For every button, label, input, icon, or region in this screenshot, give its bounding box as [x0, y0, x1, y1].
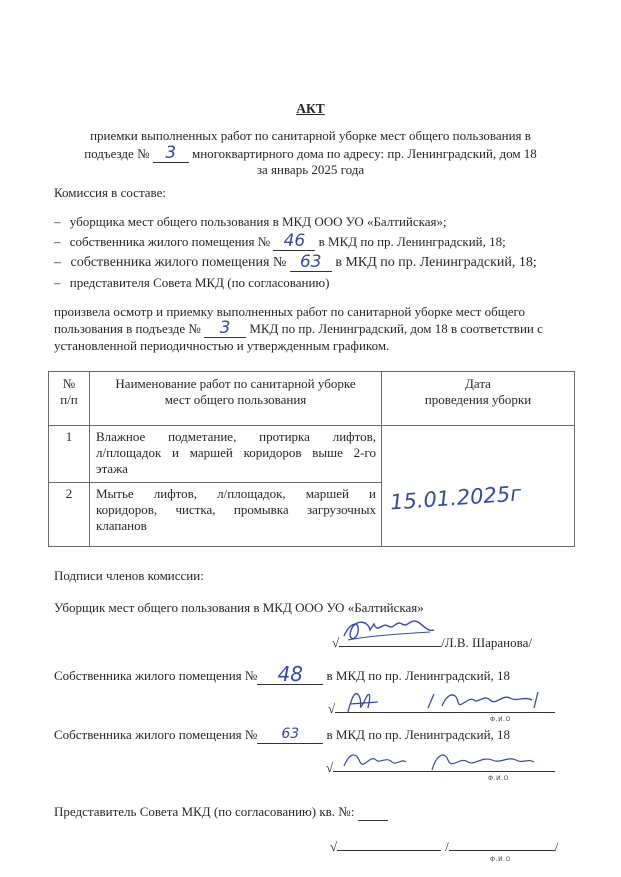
subtitle-address: многоквартирного дома по адресу: пр. Ленинградский, дом 18	[191, 146, 537, 161]
commission-member-4	[54, 275, 329, 291]
row-1-line-2: л/площадок и маршей коридоров выше 2-го	[96, 445, 376, 460]
owner-2-apartment-handwritten: 63	[281, 726, 300, 742]
date-handwritten: 15.01.2025г	[389, 481, 522, 515]
representative-signature-field	[337, 836, 441, 851]
representative-row	[54, 804, 388, 821]
works-table	[48, 371, 575, 547]
owner-1-address: в МКД по пр. Ленинградский, 18	[326, 668, 511, 683]
header-work-name	[90, 372, 382, 426]
row-num: 2	[49, 483, 90, 547]
subtitle-period: за январь 2025 года	[256, 162, 365, 177]
header-date	[382, 372, 575, 426]
document-title: АКТ	[296, 101, 325, 116]
list-dash: –	[54, 234, 61, 249]
row-work-text	[90, 426, 382, 483]
cleaner-signature-image	[338, 614, 438, 648]
subtitle-entrance-label: подъезде №	[84, 146, 150, 161]
owner-2-address: в МКД по пр. Ленинградский, 18	[326, 727, 511, 742]
list-dash: –	[54, 255, 61, 270]
header-date-line-1: Дата	[465, 376, 491, 391]
table-row	[49, 426, 575, 483]
owner-1-signature-image	[338, 682, 558, 718]
row-2-line-2: коридоров, чистка, промывка загрузочных	[96, 502, 376, 517]
member-1-text: уборщика мест общего пользования в МКД ООО УО «Балтийская»;	[69, 214, 447, 229]
header-num	[49, 372, 90, 426]
list-dash: –	[54, 275, 61, 290]
row-2-line-1: Мытье лифтов, л/площадок, маршей и	[96, 486, 376, 501]
owner-2-fio-label: Ф.И.О	[488, 775, 509, 782]
check-mark: √	[332, 635, 340, 650]
check-mark: √	[328, 701, 336, 716]
intro-entrance-handwritten: 3	[219, 318, 231, 338]
check-mark: √	[326, 760, 334, 775]
member-2-apartment-handwritten: 46	[283, 231, 306, 251]
member-3-label: собственника жилого помещения №	[70, 255, 287, 270]
owner-2-apartment-field	[257, 727, 323, 744]
row-1-line-1: Влажное подметание, протирка лифтов,	[96, 429, 376, 444]
check-mark: √	[330, 839, 338, 854]
member-3-apartment-handwritten: 63	[299, 252, 322, 272]
commission-member-2	[54, 231, 506, 251]
row-1-line-3: этажа	[96, 461, 128, 476]
subtitle-line-2	[0, 143, 621, 163]
date-cell	[382, 426, 575, 547]
commission-member-3	[54, 254, 537, 272]
commission-heading: Комиссия в составе:	[54, 185, 166, 200]
intro-entrance-label: пользования в подъезде №	[54, 321, 201, 336]
row-work-text	[90, 483, 382, 547]
header-num-line-1: №	[62, 376, 76, 391]
row-num: 1	[49, 426, 90, 483]
member-4-text: представителя Совета МКД (по согласованию)	[69, 275, 330, 290]
cleaner-label: Уборщик мест общего пользования в МКД ООО УО «Балтийская»	[54, 600, 424, 615]
member-2-label: собственника жилого помещения №	[69, 234, 271, 249]
representative-fio-label: Ф.И.О	[490, 856, 511, 863]
member-2-address: в МКД по пр. Ленинградский, 18;	[318, 234, 506, 249]
header-num-line-2: п/п	[60, 392, 78, 407]
list-dash: –	[54, 214, 61, 229]
header-name-line-2: мест общего пользования	[164, 392, 307, 407]
owner-1-label: Собственника жилого помещения №	[54, 668, 258, 683]
intro-address: МКД по пр. Ленинградский, дом 18 в соответствии с	[249, 321, 543, 336]
signatures-heading: Подписи членов комиссии:	[54, 568, 204, 583]
intro-entrance-field	[204, 318, 246, 338]
header-name-line-1: Наименование работ по санитарной уборке	[115, 376, 356, 391]
owner-1-apartment-field	[257, 662, 323, 686]
intro-line-1: произвела осмотр и приемку выполненных работ по санитарной уборке мест общего	[54, 304, 526, 319]
member-3-address: в МКД по пр. Ленинградский, 18;	[335, 255, 537, 270]
owner-1-apartment-handwritten: 48	[277, 662, 304, 686]
owner-2-signature-image	[336, 742, 556, 778]
representative-name-field	[449, 836, 555, 851]
table-header-row	[49, 372, 575, 426]
representative-slash-1: /	[445, 839, 449, 854]
representative-apartment-field	[358, 804, 388, 821]
representative-slash-2: /	[554, 839, 559, 854]
member-2-apartment-field	[273, 231, 315, 251]
header-date-line-2: проведения уборки	[424, 392, 532, 407]
row-2-line-3: клапанов	[96, 518, 147, 533]
representative-signature-row	[330, 836, 558, 855]
member-3-apartment-field	[290, 254, 332, 272]
representative-label: Представитель Совета МКД (по согласованию) кв. №:	[54, 804, 355, 819]
intro-line-2	[54, 318, 543, 338]
owner-1-fio-label: Ф.И.О	[490, 716, 511, 723]
intro-line-3: установленной периодичностью и утвержденным графиком.	[54, 338, 390, 353]
commission-member-1	[54, 214, 447, 230]
cleaner-name: /Л.В. Шаранова/	[441, 635, 532, 650]
owner-2-label: Собственника жилого помещения №	[54, 727, 258, 742]
entrance-number-field	[153, 143, 189, 163]
entrance-number-handwritten: 3	[165, 143, 177, 163]
subtitle-line-1: приемки выполненных работ по санитарной уборке мест общего пользования в	[90, 128, 531, 143]
